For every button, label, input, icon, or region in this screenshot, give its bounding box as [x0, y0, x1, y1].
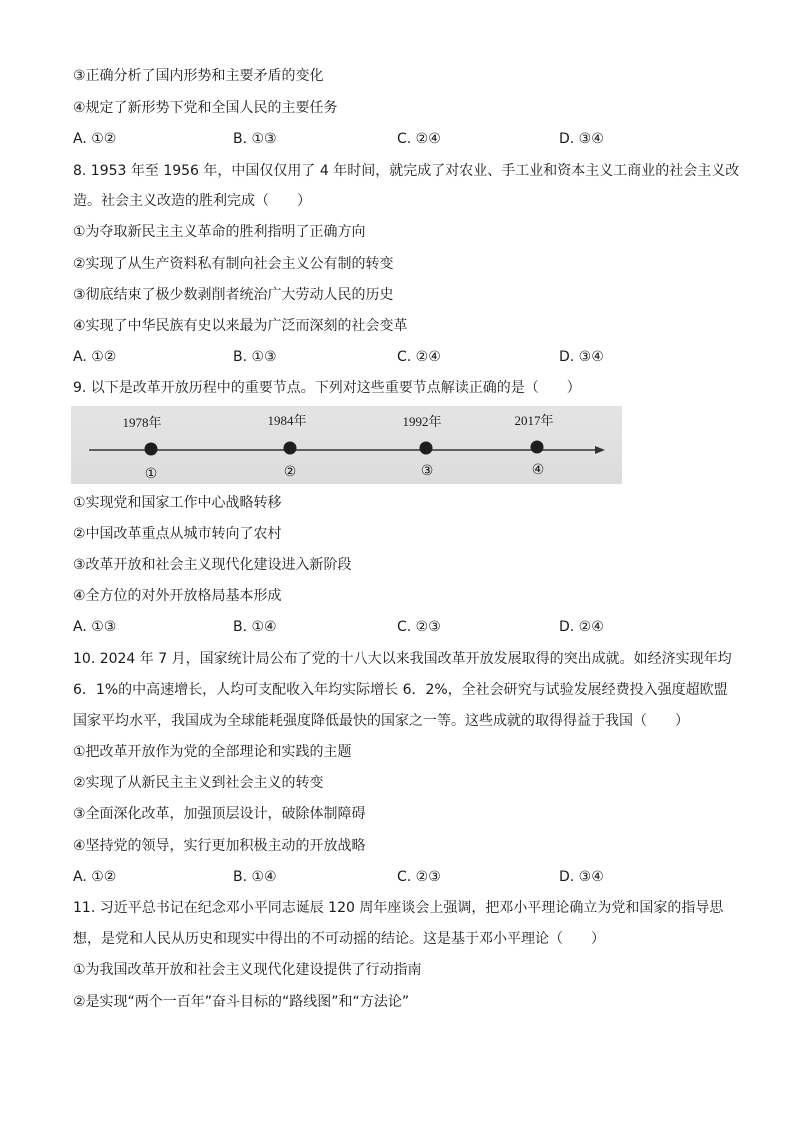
- q8-option-a[interactable]: A. ①②: [73, 349, 117, 365]
- q10-option-c[interactable]: C. ②③: [397, 869, 441, 885]
- q8-statement-3: ③彻底结束了极少数剥削者统治广大劳动人民的历史: [73, 287, 394, 303]
- q10-statement-3: ③全面深化改革，加强顶层设计，破除体制障碍: [73, 806, 366, 822]
- q10-stem-line-1: 10. 2024 年 7 月，国家统计局公布了党的十八大以来我国改革开放发展取得的突出成就。如经济实现年均: [73, 651, 732, 667]
- timeline-year-3: 1992年: [402, 414, 442, 429]
- q9-statement-4: ④全方位的对外开放格局基本形成: [73, 588, 282, 604]
- q10-option-d[interactable]: D. ③④: [559, 869, 604, 885]
- q9-option-b[interactable]: B. ①④: [233, 619, 277, 635]
- q9-statement-3: ③改革开放和社会主义现代化建设进入新阶段: [73, 557, 352, 573]
- q7-option-d[interactable]: D. ③④: [559, 131, 604, 147]
- timeline-marker-4: ④: [531, 462, 545, 478]
- q8-option-d[interactable]: D. ③④: [559, 349, 604, 365]
- timeline-year-1: 1978年: [122, 415, 162, 430]
- timeline-dot-3: [420, 442, 433, 455]
- q10-stem-line-2: 6．1%的中高速增长，人均可支配收入年均实际增长 6．2%，全社会研究与试验发展经费投入强度超欧盟: [73, 682, 728, 698]
- q8-options: [73, 347, 733, 367]
- q8-option-c[interactable]: C. ②④: [397, 349, 441, 365]
- q9-option-d[interactable]: D. ②④: [559, 619, 604, 635]
- q8-statement-2: ②实现了从生产资料私有制向社会主义公有制的转变: [73, 256, 394, 272]
- timeline-marker-3: ③: [420, 463, 434, 479]
- timeline-dot-4: [531, 441, 544, 454]
- timeline-dot-2: [284, 442, 297, 455]
- q9-statement-2: ②中国改革重点从城市转向了农村: [73, 526, 282, 542]
- q10-option-b[interactable]: B. ①④: [233, 869, 277, 885]
- q9-options: [73, 617, 733, 637]
- q9-stem: 9. 以下是改革开放历程中的重要节点。下列对这些重要节点解读正确的是（ ）: [73, 380, 581, 396]
- q10-statement-4: ④坚持党的领导，实行更加积极主动的开放战略: [73, 838, 366, 854]
- timeline-year-2: 1984年: [267, 413, 307, 428]
- q7-option-b[interactable]: B. ①③: [233, 131, 277, 147]
- q10-statement-1: ①把改革开放作为党的全部理论和实践的主题: [73, 744, 352, 760]
- timeline-marker-1: ①: [144, 466, 158, 482]
- q9-option-a[interactable]: A. ①③: [73, 619, 117, 635]
- q9-option-c[interactable]: C. ②③: [397, 619, 441, 635]
- q10-options: [73, 867, 733, 887]
- timeline-year-4: 2017年: [514, 413, 554, 428]
- q8-option-b[interactable]: B. ①③: [233, 349, 277, 365]
- q8-stem-line-1: 8. 1953 年至 1956 年，中国仅仅用了 4 年时间，就完成了对农业、手工业和资本主义工商业的社会主义改: [73, 163, 740, 179]
- q8-statement-4: ④实现了中华民族有史以来最为广泛而深刻的社会变革: [73, 318, 408, 334]
- timeline-dot-1: [145, 443, 158, 456]
- q7-option-c[interactable]: C. ②④: [397, 131, 441, 147]
- q9-statement-1: ①实现党和国家工作中心战略转移: [73, 495, 282, 511]
- timeline-svg: [71, 406, 622, 484]
- q7-option-a[interactable]: A. ①②: [73, 131, 117, 147]
- q8-stem-line-2: 造。社会主义改造的胜利完成（ ）: [73, 193, 311, 209]
- q11-statement-2: ②是实现“两个一百年”奋斗目标的“路线图”和“方法论”: [73, 994, 410, 1010]
- q11-stem-line-2: 想，是党和人民从历史和现实中得出的不可动摇的结论。这是基于邓小平理论（ ）: [73, 931, 605, 947]
- q11-statement-1: ①为我国改革开放和社会主义现代化建设提供了行动指南: [73, 962, 422, 978]
- q10-stem-line-3: 国家平均水平，我国成为全球能耗强度降低最快的国家之一等。这些成就的取得得益于我国（ ）: [73, 713, 689, 729]
- q8-statement-1: ①为夺取新民主主义革命的胜利指明了正确方向: [73, 224, 366, 240]
- q11-stem-line-1: 11. 习近平总书记在纪念邓小平同志诞辰 120 周年座谈会上强调，把邓小平理论确立为党和国家的指导思: [73, 900, 724, 916]
- q10-option-a[interactable]: A. ①②: [73, 869, 117, 885]
- q7-statement-3: ③正确分析了国内形势和主要矛盾的变化: [73, 68, 324, 84]
- q7-statement-4: ④规定了新形势下党和全国人民的主要任务: [73, 100, 338, 116]
- q7-options: [73, 129, 733, 149]
- timeline-marker-2: ②: [283, 464, 297, 480]
- timeline-figure: [71, 406, 622, 484]
- q10-statement-2: ②实现了从新民主主义到社会主义的转变: [73, 775, 324, 791]
- timeline-arrow-icon: [595, 446, 605, 454]
